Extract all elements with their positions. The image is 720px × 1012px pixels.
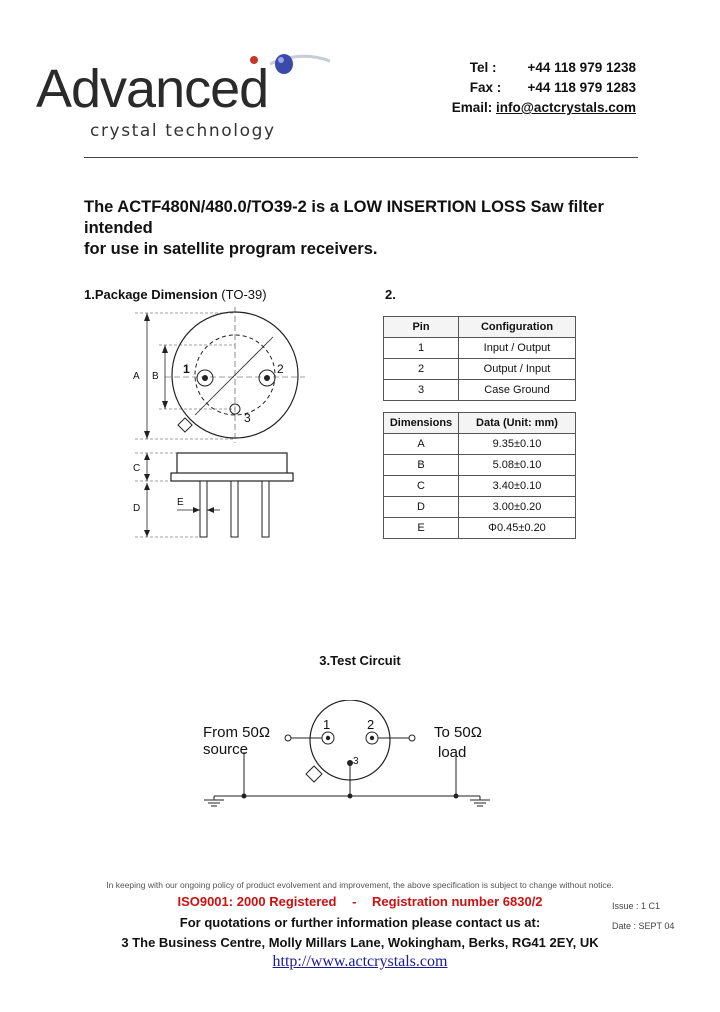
dim-label-e: E	[177, 497, 184, 508]
dim-label-b: B	[152, 371, 159, 382]
table-row	[384, 497, 576, 518]
contact-email	[452, 100, 636, 115]
column-header: Data (Unit: mm)	[459, 413, 576, 434]
disclaimer-note: In keeping with our ongoing policy of product evolvement and improvement, the above specification is subject to change without notice.	[106, 880, 614, 890]
dimensions-table	[383, 412, 576, 539]
table-cell: 2	[384, 359, 459, 380]
table-cell: 3.00±0.20	[459, 497, 576, 518]
section2-heading: 2.	[385, 287, 396, 302]
table-cell: Input / Output	[459, 338, 576, 359]
table-header-row	[384, 413, 576, 434]
table-cell: 3	[384, 380, 459, 401]
table-cell: Case Ground	[459, 380, 576, 401]
fax-label: Fax :	[469, 80, 502, 95]
pin-configuration-table	[383, 316, 576, 401]
table-row	[384, 380, 576, 401]
load-label-line-1: To 50Ω	[434, 724, 482, 741]
logo-tagline: crystal technology	[90, 121, 276, 141]
date-label: Date : SEPT 04	[612, 921, 675, 931]
package-drawing	[125, 305, 355, 545]
circuit-pin-1-label: 1	[323, 717, 331, 732]
contact-tel	[470, 60, 636, 75]
table-cell: C	[384, 476, 459, 497]
table-cell: 9.35±0.10	[459, 434, 576, 455]
fax-value: +44 118 979 1283	[527, 80, 636, 95]
table-cell: Φ0.45±0.20	[459, 518, 576, 539]
table-cell: D	[384, 497, 459, 518]
header-divider	[84, 157, 638, 158]
column-header: Pin	[384, 317, 459, 338]
source-label-line-1: From 50Ω	[203, 724, 271, 741]
title-line-2: for use in satellite program receivers.	[84, 240, 378, 258]
table-cell: A	[384, 434, 459, 455]
pkg-pin-3-label: 3	[244, 411, 251, 425]
table-cell: 3.40±0.10	[459, 476, 576, 497]
table-cell: 5.08±0.10	[459, 455, 576, 476]
table-cell: Output / Input	[459, 359, 576, 380]
contact-fax	[470, 80, 636, 95]
iso-dash: -	[352, 894, 357, 909]
table-row	[384, 359, 576, 380]
pkg-pin-1-label: 1	[183, 362, 190, 376]
title-line-1: The ACTF480N/480.0/TO39-2 is a LOW INSERTION LOSS Saw filter intended	[84, 198, 604, 237]
tel-value: +44 118 979 1238	[527, 60, 636, 75]
company-address: 3 The Business Centre, Molly Millars Lane, Wokingham, Berks, RG41 2EY, UK	[121, 935, 599, 950]
issue-label: Issue : 1 C1	[612, 901, 661, 911]
table-cell: 1	[384, 338, 459, 359]
table-row	[384, 434, 576, 455]
tel-label: Tel :	[469, 60, 497, 75]
iso-right: Registration number 6830/2	[372, 894, 543, 909]
table-cell: B	[384, 455, 459, 476]
column-header: Dimensions	[384, 413, 459, 434]
table-row	[384, 476, 576, 497]
source-label-line-2: source	[203, 741, 249, 758]
iso-left: ISO9001: 2000 Registered	[177, 894, 337, 909]
email-label: Email:	[451, 100, 493, 115]
dim-label-c: C	[133, 463, 141, 474]
table-row	[384, 455, 576, 476]
product-title	[84, 197, 654, 260]
pkg-pin-2-label: 2	[277, 362, 284, 376]
circuit-pin-3-label: 3	[353, 756, 359, 767]
logo-wordmark: Advanced	[36, 59, 269, 119]
table-row	[384, 518, 576, 539]
table-header-row	[384, 317, 576, 338]
dim-label-a: A	[133, 371, 140, 382]
dim-label-d: D	[133, 503, 141, 514]
test-circuit-heading: 3.Test Circuit	[319, 653, 401, 668]
website-link[interactable]: http://www.actcrystals.com	[272, 953, 448, 970]
table-cell: E	[384, 518, 459, 539]
package-heading-suffix: (TO-39)	[221, 287, 267, 302]
email-link[interactable]: info@actcrystals.com	[496, 100, 636, 115]
quotation-line: For quotations or further information please contact us at:	[179, 915, 541, 930]
column-header: Configuration	[459, 317, 576, 338]
package-heading-text: 1.Package Dimension	[84, 287, 218, 302]
table-row	[384, 338, 576, 359]
circuit-pin-2-label: 2	[367, 717, 375, 732]
load-label-line-2: load	[438, 744, 467, 761]
package-heading	[84, 287, 267, 302]
